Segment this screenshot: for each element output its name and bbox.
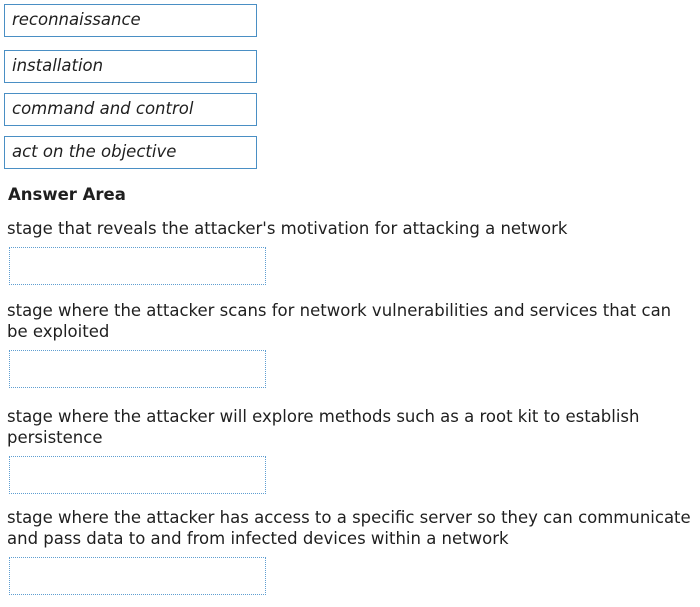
- answer-dropzone-1[interactable]: [9, 247, 266, 285]
- answer-area-heading: Answer Area: [8, 185, 126, 204]
- answer-dropzone-3[interactable]: [9, 456, 266, 494]
- answer-dropzone-2[interactable]: [9, 350, 266, 388]
- prompt-4: stage where the attacker has access to a specific server so they can communicate and pass data to and from infected devices within a network: [7, 508, 691, 548]
- prompt-3: stage where the attacker will explore methods such as a root kit to establish persistence: [7, 407, 640, 447]
- answer-dropzone-4[interactable]: [9, 557, 266, 595]
- prompt-2: stage where the attacker scans for network vulnerabilities and services that can be exploited: [7, 301, 672, 341]
- option-reconnaissance[interactable]: reconnaissance: [4, 4, 257, 37]
- option-command-and-control[interactable]: command and control: [4, 93, 257, 126]
- option-act-on-the-objective[interactable]: act on the objective: [4, 136, 257, 169]
- prompt-1: stage that reveals the attacker's motivation for attacking a network: [7, 219, 568, 238]
- option-installation[interactable]: installation: [4, 50, 257, 83]
